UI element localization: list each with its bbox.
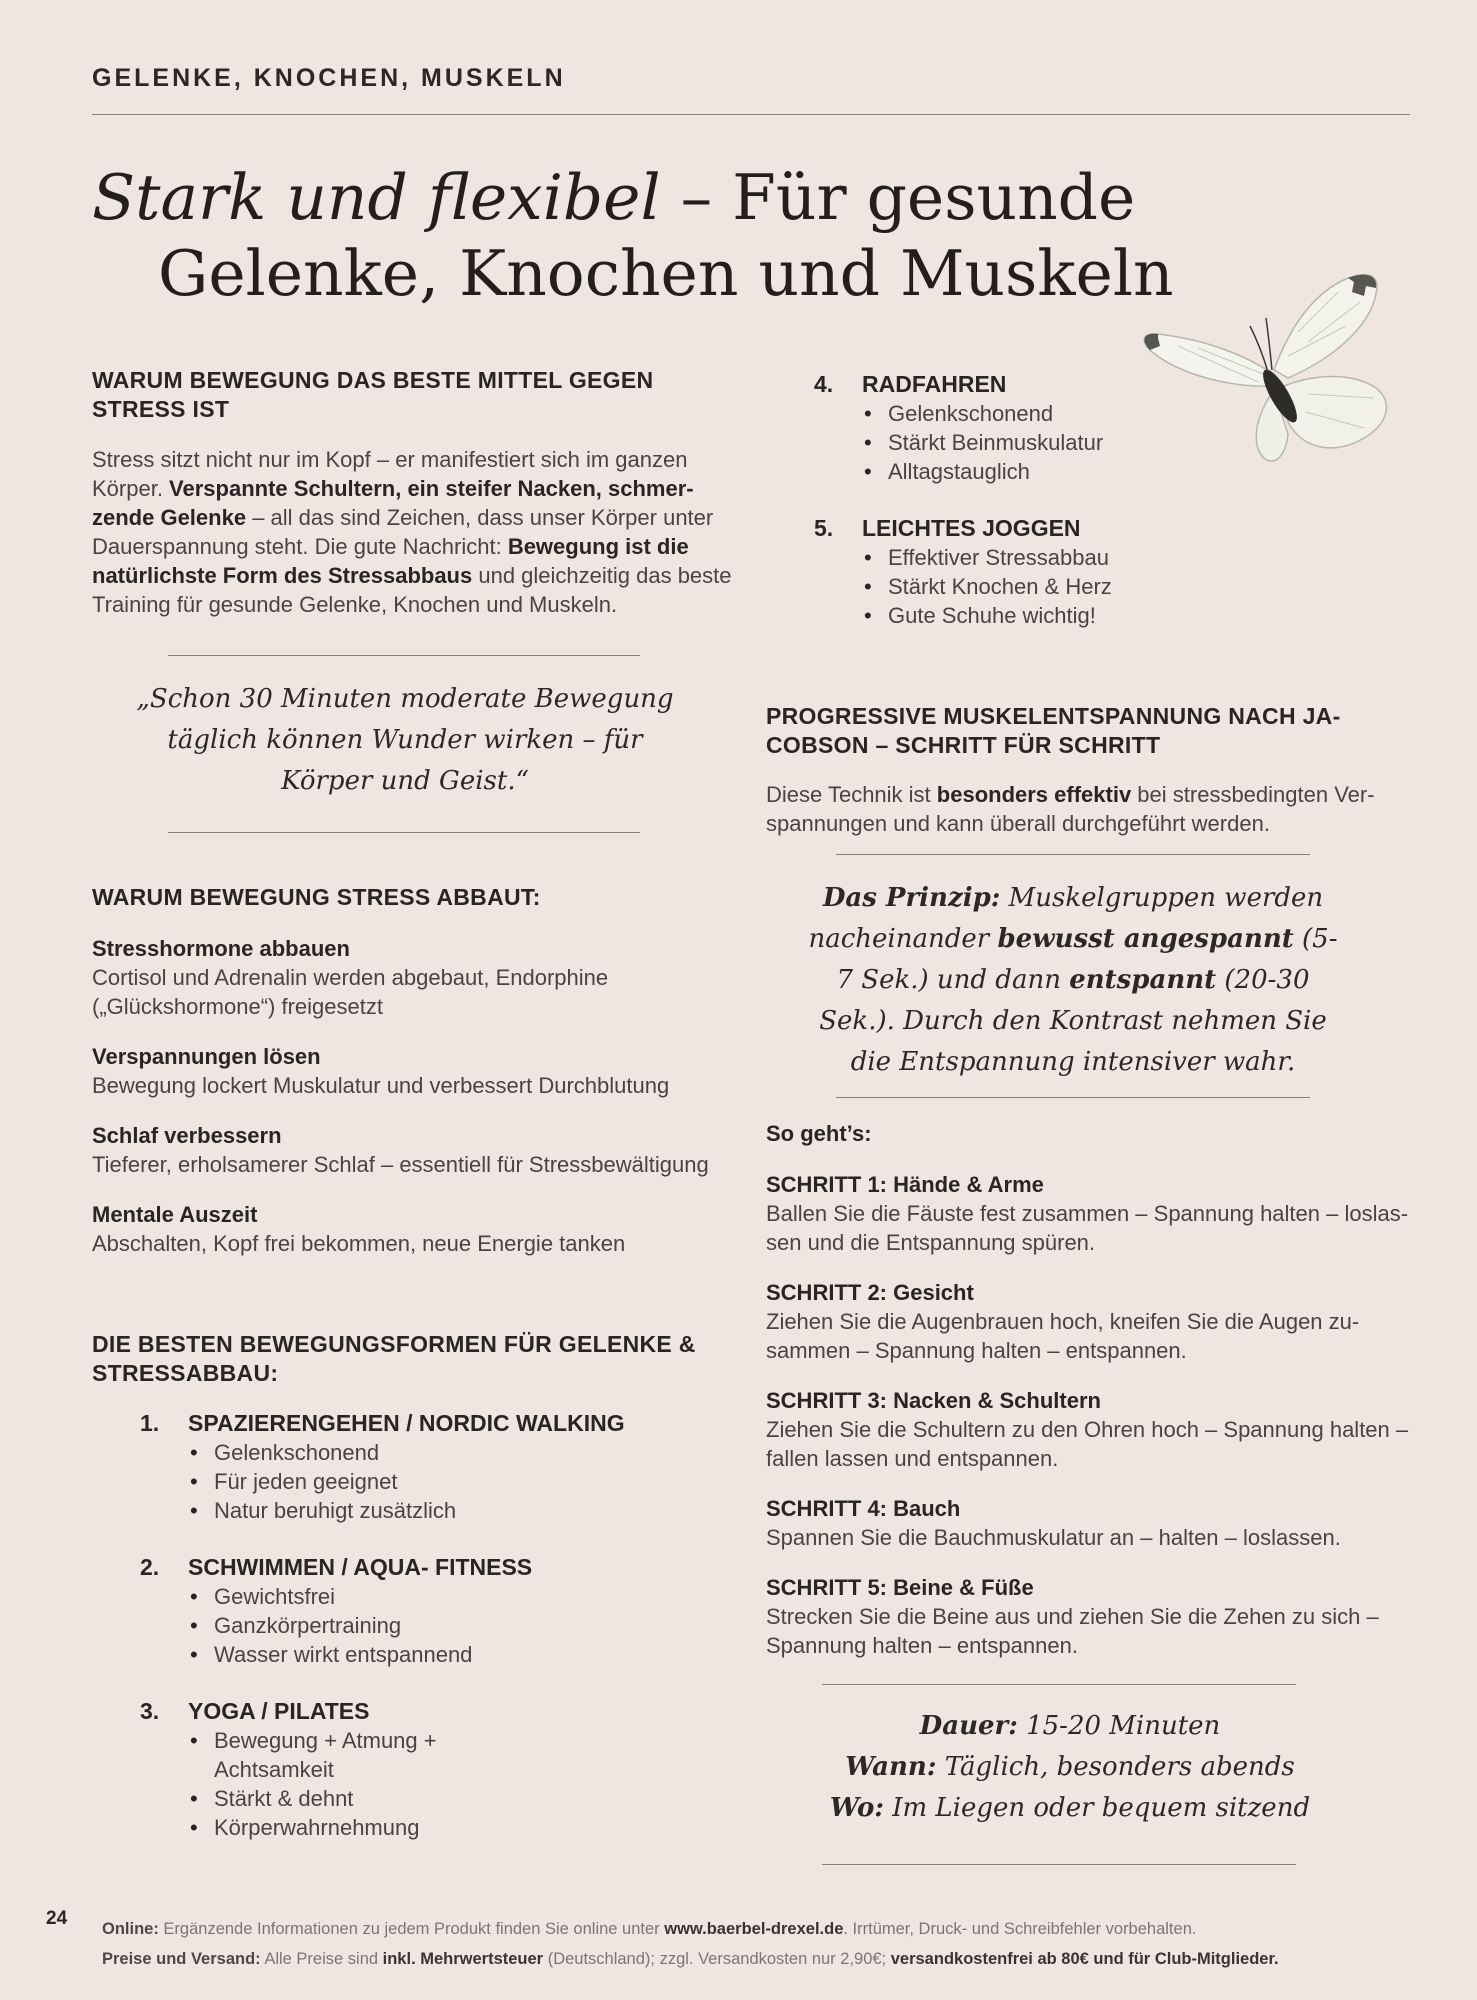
why-heading: WARUM BEWEGUNG DAS BESTE MITTEL GEGEN STRESS IST	[92, 367, 654, 422]
summary-line: Dauer: 15-20 Minuten	[919, 1711, 1221, 1741]
step-item	[766, 1573, 1416, 1660]
step-title: SCHRITT 4: Bauch	[766, 1496, 961, 1521]
list-item: • Stärkt Knochen & Herz	[862, 572, 1174, 601]
howto-label: So geht’s:	[766, 1121, 872, 1146]
benefit-title: Schlaf verbessern	[92, 1123, 282, 1148]
benefit-item	[92, 1200, 732, 1258]
benefit-desc: Bewegung lockert Muskulatur und verbessert Durchblutung	[92, 1073, 670, 1098]
list-item: • Stärkt Beinmuskulatur	[862, 428, 1134, 457]
step-desc: Ziehen Sie die Schultern zu den Ohren hoch – Spannung halten – fallen lassen und entspannen.	[766, 1417, 1409, 1471]
benefit-item	[92, 934, 732, 1021]
summary-box	[770, 1706, 1370, 1829]
benefit-desc: Abschalten, Kopf frei bekommen, neue Energie tanken	[92, 1231, 626, 1256]
benefit-item	[92, 1042, 732, 1100]
step-desc: Strecken Sie die Beine aus und ziehen Sie die Zehen zu sich – Spannung halten – entspannen.	[766, 1604, 1379, 1658]
abbaut-heading: WARUM BEWEGUNG STRESS ABBAUT:	[92, 884, 541, 910]
step-title: SCHRITT 5: Beine & Füße	[766, 1575, 1034, 1600]
title-italic: Stark und flexibel	[92, 161, 661, 234]
step-item	[766, 1278, 1416, 1365]
step-title: SCHRITT 1: Hände & Arme	[766, 1172, 1044, 1197]
exercise-bullets	[188, 1438, 700, 1525]
exercise-item	[140, 1409, 700, 1525]
footer-shipping-line: Preise und Versand: Alle Preise sind inkl. Mehrwertsteuer (Deutschland); zzgl. Versandkosten nur 2,90€; versandkostenfrei ab 80€ und für Club-Mitglieder.	[102, 1950, 1279, 1968]
benefit-title: Stresshormone abbauen	[92, 936, 350, 961]
step-item	[766, 1386, 1416, 1473]
principle-box: Das Prinzip: Muskelgruppen werden nacheinander bewusst angespannt (5-7 Sek.) und dann entspannt (20-30 Sek.). Durch den Kontrast nehmen Sie die Entspannung intensiver wahr.	[808, 883, 1338, 1077]
pmr-intro: Diese Technik ist besonders effektiv bei stressbedingten Verspannungen und kann überall durchgeführt werden.	[766, 782, 1375, 836]
exercise-title: 4. RADFAHREN	[814, 371, 1007, 397]
butterfly-wings	[1144, 275, 1386, 462]
principle-rule-bottom	[836, 1097, 1310, 1098]
list-item: • Für jeden geeignet	[188, 1467, 700, 1496]
exercise-item	[140, 1553, 700, 1669]
list-item: • Effektiver Stressabbau	[862, 543, 1174, 572]
exercise-item	[814, 514, 1174, 630]
step-item	[766, 1494, 1416, 1552]
benefit-item	[92, 1121, 732, 1179]
website-link[interactable]: www.baerbel-drexel.de	[664, 1920, 844, 1938]
benefit-desc: Cortisol und Adrenalin werden abgebaut, Endorphine („Glückshormone“) freigesetzt	[92, 965, 609, 1019]
title-rest: – Für gesunde	[660, 161, 1136, 234]
quote-rule-top	[168, 655, 640, 656]
exercise-title: 5. LEICHTES JOGGEN	[814, 515, 1081, 541]
exercise-bullets	[862, 543, 1174, 630]
exercise-bullets	[862, 399, 1134, 486]
benefit-desc: Tieferer, erholsamerer Schlaf – essentiell für Stressbewältigung	[92, 1152, 709, 1177]
exercise-title: 1. SPAZIERENGEHEN / NORDIC WALKING	[140, 1410, 625, 1436]
exercise-bullets	[188, 1726, 468, 1842]
list-item: • Wasser wirkt entspannend	[188, 1640, 700, 1669]
step-title: SCHRITT 2: Gesicht	[766, 1280, 974, 1305]
exercise-title: 3. YOGA / PILATES	[140, 1698, 370, 1724]
butterfly-illustration	[1138, 272, 1420, 504]
list-item: • Ganzkörpertraining	[188, 1611, 700, 1640]
list-item: • Alltagstauglich	[862, 457, 1134, 486]
benefit-title: Verspannungen lösen	[92, 1044, 321, 1069]
list-item: • Körperwahrnehmung	[188, 1813, 468, 1842]
page-number: 24	[46, 1908, 68, 1929]
list-item: • Natur beruhigt zusätzlich	[188, 1496, 700, 1525]
principle-rule-top	[836, 854, 1310, 855]
step-title: SCHRITT 3: Nacken & Schultern	[766, 1388, 1101, 1413]
section-label: GELENKE, KNOCHEN, MUSKELN	[92, 64, 566, 92]
step-desc: Ziehen Sie die Augenbrauen hoch, kneifen Sie die Augen zusammen – Spannung halten – entspannen.	[766, 1309, 1360, 1363]
page-title	[92, 160, 1242, 312]
forms-heading: DIE BESTEN BEWEGUNGSFORMEN FÜR GELENKE & STRESSABBAU:	[92, 1331, 696, 1386]
summary-rule-top	[822, 1684, 1296, 1685]
exercise-title: 2. SCHWIMMEN / AQUA- FITNESS	[140, 1554, 533, 1580]
step-desc: Ballen Sie die Fäuste fest zusammen – Spannung halten – loslassen und die Entspannung spüren.	[766, 1201, 1409, 1255]
list-item: • Gute Schuhe wichtig!	[862, 601, 1174, 630]
exercise-item	[140, 1697, 700, 1842]
summary-line: Wo: Im Liegen oder bequem sitzend	[829, 1793, 1311, 1823]
exercise-item	[814, 370, 1134, 486]
pull-quote: „Schon 30 Minuten moderate Bewegung täglich können Wunder wirken – für Körper und Geist.“	[136, 684, 674, 796]
summary-rule-bottom	[822, 1864, 1296, 1865]
list-item: • Gelenkschonend	[188, 1438, 700, 1467]
intro-paragraph: Stress sitzt nicht nur im Kopf – er manifestiert sich im ganzen Körper. Verspannte Schultern, ein steifer Nacken, schmerzende Gelenke – all das sind Zeichen, dass unser Körper unter Dauerspannung steht. Die gute Nachricht: Bewegung ist die natürlichste Form des Stressabbaus und gleichzeitig das beste Training für gesunde Gelenke, Knochen und Muskeln.	[92, 447, 732, 617]
header-divider	[92, 114, 1410, 115]
title-line-2: Gelenke, Knochen und Muskeln	[158, 237, 1174, 310]
exercise-bullets	[188, 1582, 700, 1669]
quote-rule-bottom	[168, 832, 640, 833]
pmr-heading: PROGRESSIVE MUSKELENTSPANNUNG NACH JACOBSON – SCHRITT FÜR SCHRITT	[766, 703, 1341, 758]
list-item: • Stärkt & dehnt	[188, 1784, 468, 1813]
step-desc: Spannen Sie die Bauchmuskulatur an – halten – loslassen.	[766, 1525, 1341, 1550]
summary-line: Wann: Täglich, besonders abends	[845, 1752, 1295, 1782]
step-item	[766, 1170, 1416, 1257]
benefit-title: Mentale Auszeit	[92, 1202, 258, 1227]
list-item: • Gelenkschonend	[862, 399, 1134, 428]
footer-online-line: Online: Ergänzende Informationen zu jedem Produkt finden Sie online unter www.baerbel-drexel.de. Irrtümer, Druck- und Schreibfehler vorbehalten.	[102, 1920, 1197, 1938]
list-item: • Bewegung + Atmung + Achtsamkeit	[188, 1726, 468, 1784]
list-item: • Gewichtsfrei	[188, 1582, 700, 1611]
